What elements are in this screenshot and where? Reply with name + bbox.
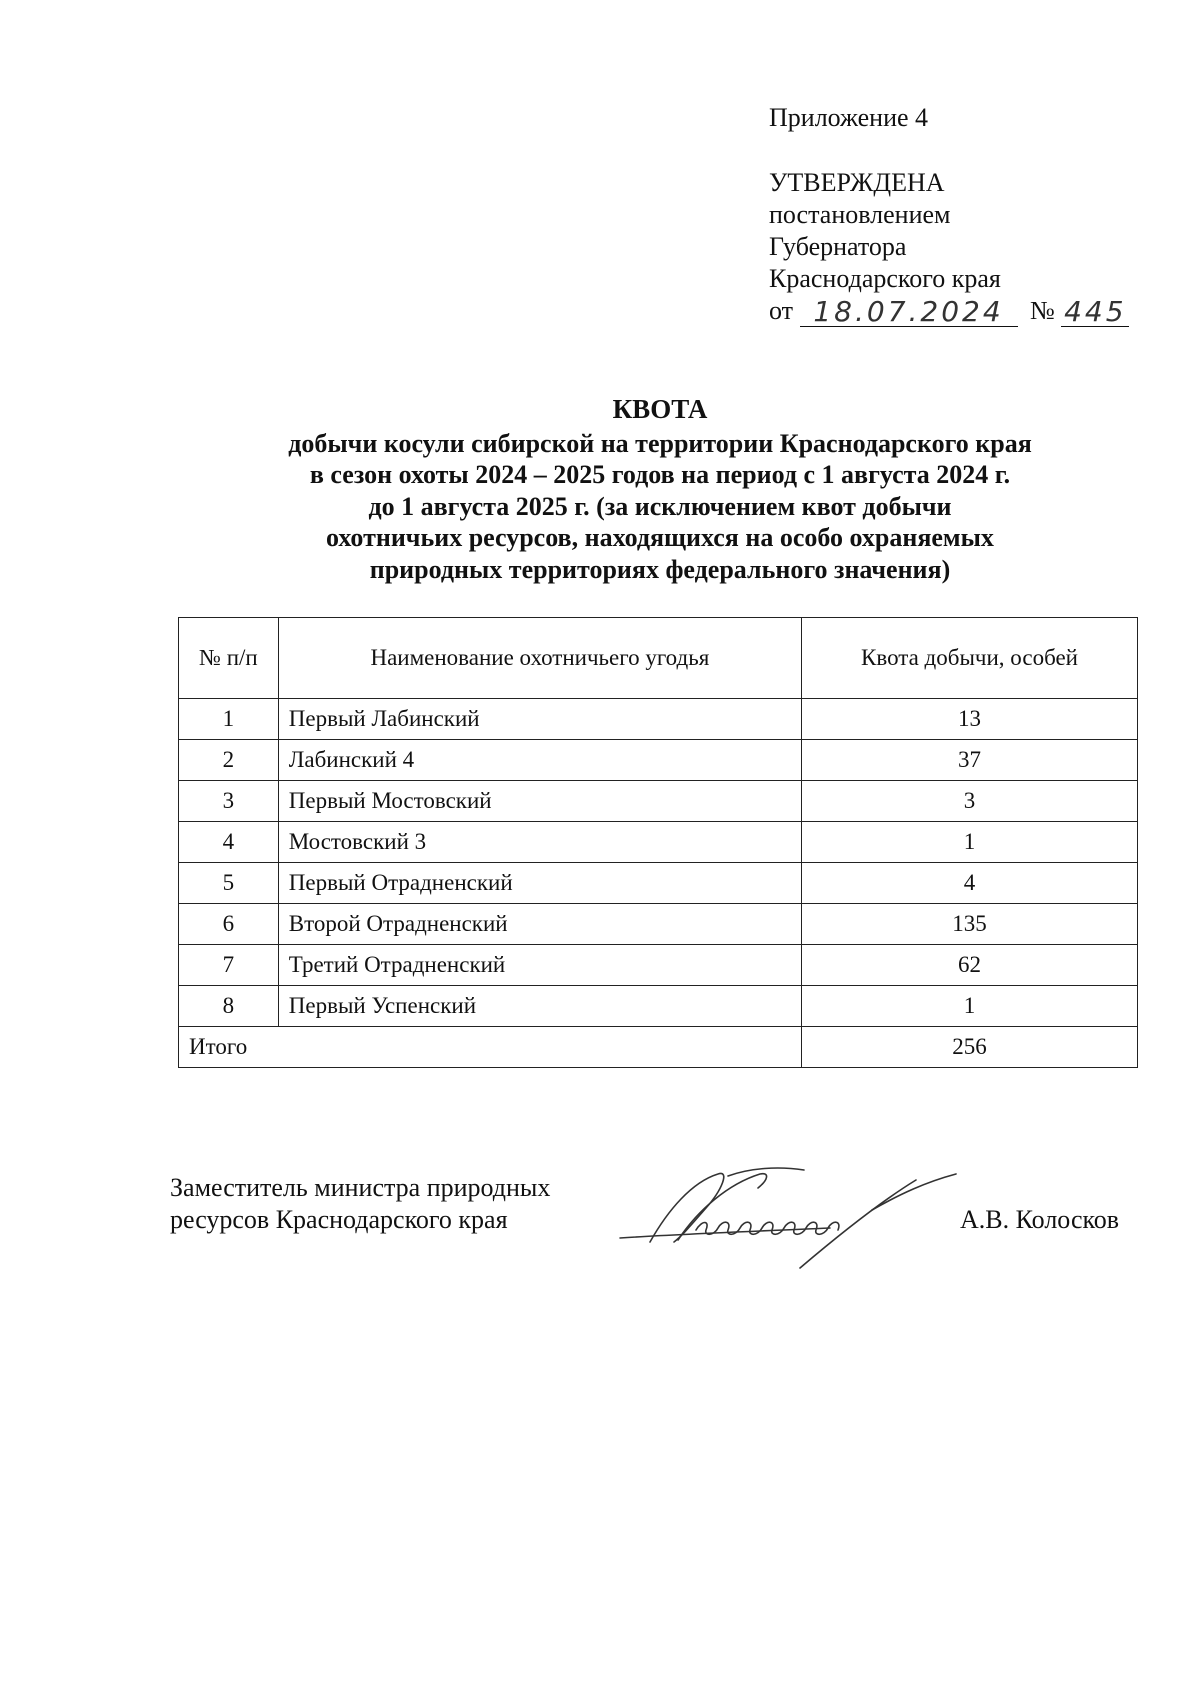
row-name: Лабинский 4 — [278, 740, 801, 781]
approved-by-line: Губернатора — [769, 232, 907, 261]
table-row — [179, 740, 1138, 781]
row-number: 1 — [179, 699, 279, 740]
approved-label: УТВЕРЖДЕНА — [769, 168, 945, 197]
row-name: Третий Отрадненский — [278, 945, 801, 986]
row-number: 8 — [179, 986, 279, 1027]
row-quota: 1 — [802, 986, 1138, 1027]
row-number: 3 — [179, 781, 279, 822]
row-quota: 13 — [802, 699, 1138, 740]
row-name: Первый Мостовский — [278, 781, 801, 822]
row-name: Первый Лабинский — [278, 699, 801, 740]
row-quota: 62 — [802, 945, 1138, 986]
number-prefix: № — [1030, 296, 1055, 325]
row-number: 6 — [179, 904, 279, 945]
handwritten-signature-icon — [610, 1150, 1000, 1280]
row-number: 4 — [179, 822, 279, 863]
date-prefix: от — [769, 296, 794, 325]
row-name: Первый Успенский — [278, 986, 801, 1027]
approved-by-line: Краснодарского края — [769, 264, 1001, 293]
header-quota: Квота добычи, особей — [802, 618, 1138, 699]
position-line: Заместитель министра природных — [170, 1173, 551, 1202]
row-quota: 4 — [802, 863, 1138, 904]
document-subtitle-line: до 1 августа 2025 г. (за исключением квот добычи — [368, 491, 952, 521]
table-row — [179, 945, 1138, 986]
document-subtitle-line: в сезон охоты 2024 – 2025 годов на период с 1 августа 2024 г. — [309, 460, 1011, 489]
table-row — [179, 904, 1138, 945]
table-header-row — [179, 618, 1138, 699]
approval-block — [769, 102, 1149, 331]
row-quota: 37 — [802, 740, 1138, 781]
table-row — [179, 863, 1138, 904]
signatory-name: А.В. Колосков — [960, 1205, 1120, 1234]
row-name: Первый Отрадненский — [278, 863, 801, 904]
total-value: 256 — [802, 1027, 1138, 1068]
table-row — [179, 822, 1138, 863]
position-line: ресурсов Краснодарского края — [170, 1205, 508, 1234]
document-subtitle-line: добычи косули сибирской на территории Краснодарского края — [288, 428, 1032, 458]
header-number: № п/п — [179, 618, 279, 699]
handwritten-number: 445 — [1064, 295, 1127, 328]
document-title: КВОТА — [612, 394, 708, 424]
table-row — [179, 781, 1138, 822]
table-total-row — [179, 1027, 1138, 1068]
row-name: Второй Отрадненский — [278, 904, 801, 945]
row-quota: 3 — [802, 781, 1138, 822]
total-label: Итого — [179, 1027, 802, 1068]
document-subtitle-line: охотничьих ресурсов, находящихся на особо охраняемых — [326, 523, 994, 552]
number-field — [1061, 296, 1129, 327]
row-name: Мостовский 3 — [278, 822, 801, 863]
row-number: 2 — [179, 740, 279, 781]
handwritten-date: 18.07.2024 — [813, 295, 1004, 328]
row-quota: 1 — [802, 822, 1138, 863]
row-number: 7 — [179, 945, 279, 986]
appendix-label: Приложение 4 — [769, 103, 929, 132]
document-heading — [180, 394, 1140, 585]
signatory-position — [170, 1172, 550, 1236]
row-number: 5 — [179, 863, 279, 904]
approved-by-line: постановлением — [769, 200, 951, 229]
quota-table — [178, 617, 1138, 1068]
table-row — [179, 986, 1138, 1027]
document-subtitle-line: природных территориях федерального значения) — [369, 554, 951, 584]
date-number-row — [769, 295, 1149, 331]
date-field — [800, 296, 1018, 327]
header-name: Наименование охотничьего угодья — [278, 618, 801, 699]
row-quota: 135 — [802, 904, 1138, 945]
table-row — [179, 699, 1138, 740]
